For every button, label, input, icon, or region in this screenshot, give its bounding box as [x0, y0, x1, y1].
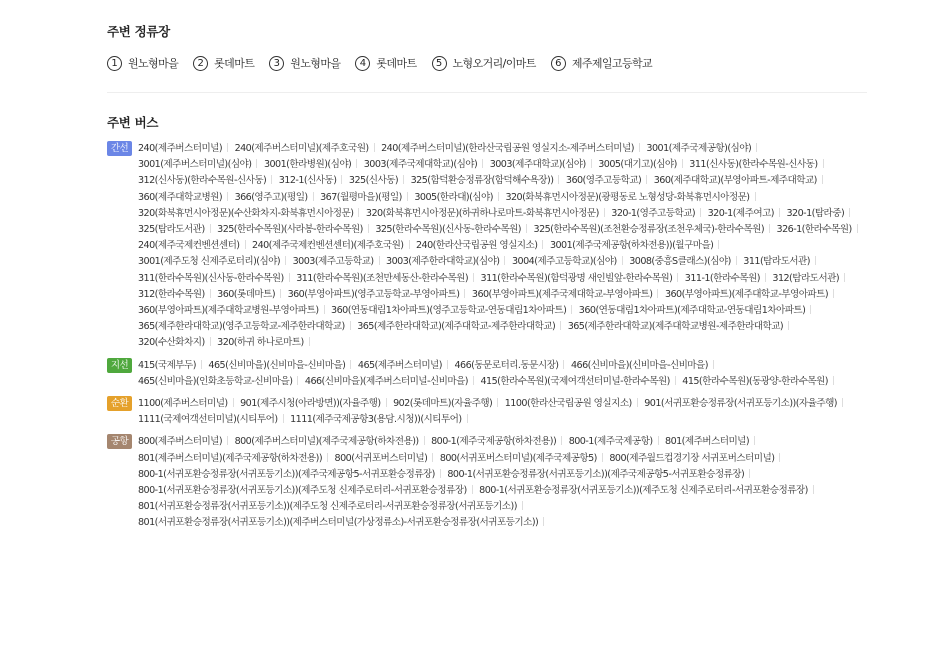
- bus-route-link[interactable]: 240(제주버스터미널)(제주호국원): [235, 143, 379, 154]
- bus-route-link[interactable]: 801(서귀포환승정류장(서귀포등기소))(제주버스터미널(가상정류소)-서귀포환승정류장(서귀포등기소)): [138, 517, 548, 528]
- bus-route-link[interactable]: 360(연동대림1차아파트)(영주고등학교-연동대림1차아파트): [331, 305, 576, 316]
- bus-route-link[interactable]: 311(탐라도서관): [743, 256, 820, 267]
- bus-route-link[interactable]: 325(한라수목원)(사라봉-한라수목원): [217, 224, 373, 235]
- bus-route-link[interactable]: 800-1(서귀포환승정류장(서귀포등기소))(제주도청 신제주로터리-서귀포환승정류장): [138, 485, 477, 496]
- bus-route-link[interactable]: 3003(제주국제대학교)(심야): [364, 159, 487, 170]
- bus-route-link[interactable]: 326-1(한라수목원): [777, 224, 862, 235]
- bus-route-link[interactable]: 320(하귀 하나로마트): [217, 337, 314, 348]
- bus-route-link[interactable]: 902(롯데마트)(자율주행): [393, 398, 502, 409]
- bus-route-link[interactable]: 415(국제부두): [138, 360, 206, 371]
- bus-route-link[interactable]: 240(한라산국립공원 영실지소): [416, 240, 547, 251]
- bus-route-link[interactable]: 800-1(서귀포환승정류장(서귀포등기소))(제주국제공항5-서귀포환승정류장): [447, 469, 754, 480]
- bus-route-link[interactable]: 365(제주한라대학교)(제주대학교-제주한라대학교): [357, 321, 565, 332]
- bus-groups: [107, 141, 867, 532]
- bus-route-link[interactable]: 3005(한라대)(심야): [414, 192, 503, 203]
- stop-name: 제주제일고등학교: [571, 57, 653, 70]
- bus-route-link[interactable]: 466(동문로터리.동문시장): [454, 360, 568, 371]
- bus-route-link[interactable]: 240(제주버스터미널): [138, 143, 232, 154]
- bus-route-link[interactable]: 800(서귀포버스터미널): [335, 453, 438, 464]
- stop-item[interactable]: [551, 55, 652, 71]
- route-list: [138, 358, 867, 390]
- bus-route-link[interactable]: 415(한라수목원)(국제여객선터미널-한라수목원): [481, 376, 680, 387]
- bus-route-link[interactable]: 360(연동대림1차아파트)(제주대학교-연동대림1차아파트): [579, 305, 816, 316]
- bus-route-link[interactable]: 311(한라수목원)(조천만세동산-한라수목원): [296, 273, 478, 284]
- bus-type-badge: 간선: [107, 141, 132, 156]
- bus-route-link[interactable]: 800-1(제주국제공항(하차전용)): [431, 436, 566, 447]
- stop-item[interactable]: [269, 55, 340, 71]
- bus-route-link[interactable]: 3001(제주도청 신제주로터리)(심야): [138, 256, 290, 267]
- bus-route-link[interactable]: 800-1(서귀포환승정류장(서귀포등기소))(제주국제공항5-서귀포환승정류장): [138, 469, 445, 480]
- bus-route-link[interactable]: 360(제주대학교)(부영아파트-제주대학교): [654, 175, 827, 186]
- bus-route-link[interactable]: 320(화북휴먼시아정문)(광평동로 노형성당-화북휴먼시아정문): [505, 192, 759, 203]
- stops-title: 주변 정류장: [107, 24, 170, 39]
- stop-name: 롯데마트: [214, 57, 255, 70]
- bus-route-link[interactable]: 366(영주고)(평일): [235, 192, 318, 203]
- bus-route-link[interactable]: 311(신사동)(한라수목원-신사동): [689, 159, 827, 170]
- bus-route-link[interactable]: 311(한라수목원)(함덕광명 새인빌앞-한라수목원): [481, 273, 683, 284]
- stop-number-icon: 4: [355, 56, 370, 71]
- bus-route-link[interactable]: 800(서귀포버스터미널)(제주국제공항5): [440, 453, 607, 464]
- bus-route-link[interactable]: 800(제주월드컵경기장 서귀포버스터미널): [609, 453, 784, 464]
- bus-route-link[interactable]: 3001(제주국제공항)(심야): [646, 143, 761, 154]
- bus-route-link[interactable]: 1100(제주버스터미널): [138, 398, 238, 409]
- bus-route-link[interactable]: 365(제주한라대학교)(제주대학교병원-제주한라대학교): [568, 321, 793, 332]
- bus-route-link[interactable]: 3003(제주한라대학교)(심야): [386, 256, 509, 267]
- bus-group: [107, 396, 867, 428]
- bus-route-link[interactable]: 325(탐라도서관): [138, 224, 215, 235]
- bus-type-badge: 공항: [107, 434, 132, 449]
- bus-group: [107, 434, 867, 531]
- bus-type-badge: 지선: [107, 358, 132, 373]
- bus-route-link[interactable]: 901(서귀포환승정류장(서귀포등기소))(자율주행): [644, 398, 847, 409]
- bus-route-link[interactable]: 367(월평마을)(평일): [320, 192, 412, 203]
- bus-route-link[interactable]: 312(탐라도서관): [772, 273, 849, 284]
- bus-route-link[interactable]: 800(제주버스터미널): [138, 436, 232, 447]
- bus-route-link[interactable]: 1100(한라산국립공원 영실지소): [505, 398, 642, 409]
- bus-route-link[interactable]: 800(제주버스터미널)(제주국제공항(하차전용)): [235, 436, 429, 447]
- bus-route-link[interactable]: 360(제주대학교병원): [138, 192, 232, 203]
- bus-route-link[interactable]: 320-1(탐라중): [787, 208, 855, 219]
- bus-route-link[interactable]: 800-1(서귀포환승정류장(서귀포등기소))(제주도청 신제주로터리-서귀포환승정류장): [479, 485, 818, 496]
- bus-route-link[interactable]: 3003(제주대학교)(심야): [490, 159, 596, 170]
- bus-route-link[interactable]: 801(제주버스터미널)(제주국제공항(하차전용)): [138, 453, 332, 464]
- route-list: [138, 396, 867, 428]
- bus-route-link[interactable]: 312(한라수목원): [138, 289, 215, 300]
- bus-route-link[interactable]: 320(수산화차지): [138, 337, 215, 348]
- bus-route-link[interactable]: 240(제주국제컨벤션센터)(제주호국원): [252, 240, 413, 251]
- bus-group: [107, 141, 867, 352]
- bus-route-link[interactable]: 360(부영아파트)(제주대학교병원-부영아파트): [138, 305, 329, 316]
- bus-route-link[interactable]: 320-1(영주고등학교): [611, 208, 705, 219]
- bus-route-link[interactable]: 3001(한라병원)(심야): [264, 159, 361, 170]
- bus-title: 주변 버스: [107, 115, 159, 130]
- bus-route-link[interactable]: 465(제주버스터미널): [358, 360, 452, 371]
- bus-route-link[interactable]: 312(신사동)(한라수목원-신사동): [138, 175, 276, 186]
- bus-route-link[interactable]: 801(제주버스터미널): [665, 436, 759, 447]
- stop-item[interactable]: [355, 55, 416, 71]
- bus-route-link[interactable]: 3004(제주고등학교)(심야): [512, 256, 627, 267]
- bus-route-link[interactable]: 312-1(신사동): [279, 175, 347, 186]
- route-list: [138, 141, 867, 352]
- bus-route-link[interactable]: 320-1(제주여고): [708, 208, 784, 219]
- stop-number-icon: 5: [432, 56, 447, 71]
- bus-route-link[interactable]: 801(서귀포환승정류장(서귀포등기소))(제주도청 신제주로터리-서귀포환승정류장(서귀포등기소)): [138, 501, 527, 512]
- stop-item[interactable]: [193, 55, 254, 71]
- bus-route-link[interactable]: 466(신비마을)(신비마을-신비마을): [571, 360, 718, 371]
- bus-route-link[interactable]: 466(신비마을)(제주버스터미널-신비마을): [305, 376, 478, 387]
- bus-route-link[interactable]: 325(함덕환승정류장(함덕해수욕장)): [411, 175, 564, 186]
- bus-route-link[interactable]: 240(제주버스터미널)(한라산국립공원 영실지소-제주버스터미널): [381, 143, 644, 154]
- route-list: [138, 434, 867, 531]
- bus-route-link[interactable]: 311(한라수목원)(신사동-한라수목원): [138, 273, 294, 284]
- bus-route-link[interactable]: 360(부영아파트)(영주고등학교-부영아파트): [288, 289, 470, 300]
- bus-route-link[interactable]: 325(신사동): [349, 175, 408, 186]
- bus-route-link[interactable]: 365(제주한라대학교)(영주고등학교-제주한라대학교): [138, 321, 355, 332]
- bus-route-link[interactable]: 800-1(제주국제공항): [569, 436, 663, 447]
- stop-item[interactable]: [432, 55, 536, 71]
- bus-route-link[interactable]: 320(화북휴먼시아정문)(수산화차지-화북휴먼시아정문): [138, 208, 363, 219]
- bus-route-link[interactable]: 3005(대기고)(심야): [598, 159, 687, 170]
- bus-route-link[interactable]: 901(제주시청(아라방면))(자율주행): [240, 398, 390, 409]
- bus-route-link[interactable]: 325(한라수목원)(신사동-한라수목원): [375, 224, 531, 235]
- stop-name: 원노형마을: [128, 57, 179, 70]
- bus-route-link[interactable]: 3003(제주고등학교): [293, 256, 384, 267]
- bus-route-link[interactable]: 3008(중흥S클래스)(심야): [629, 256, 741, 267]
- stop-number-icon: 2: [193, 56, 208, 71]
- stop-number-icon: 1: [107, 56, 122, 71]
- bus-route-link[interactable]: 311-1(한라수목원): [685, 273, 770, 284]
- bus-route-link[interactable]: 320(화북휴먼시아정문)(하귀하나로마트-화북휴먼시아정문): [366, 208, 609, 219]
- bus-route-link[interactable]: 1111(제주국제공항3(용담.시청))(시티투어): [290, 414, 471, 425]
- bus-route-link[interactable]: 415(한라수목원)(동광양-한라수목원): [682, 376, 838, 387]
- bus-route-link[interactable]: 3001(제주국제공항(하차전용))(월구마을): [550, 240, 723, 251]
- bus-type-badge: 순환: [107, 396, 132, 411]
- stop-number-icon: 6: [551, 56, 566, 71]
- bus-group: [107, 358, 867, 390]
- bus-route-link[interactable]: 1111(국제여객선터미널)(시티투어): [138, 414, 288, 425]
- bus-route-link[interactable]: 465(신비마을)(신비마을-신비마을): [208, 360, 355, 371]
- bus-route-link[interactable]: 465(신비마을)(인화초등학교-신비마을): [138, 376, 302, 387]
- bus-route-link[interactable]: 240(제주국제컨벤션센터): [138, 240, 250, 251]
- stop-name: 원노형마을: [290, 57, 341, 70]
- stop-name: 노형오거리/이마트: [452, 57, 536, 70]
- stop-number-icon: 3: [269, 56, 284, 71]
- bus-route-link[interactable]: 325(한라수목원)(조천환승정류장(조천우체국)-한라수목원): [534, 224, 775, 235]
- bus-route-link[interactable]: 3001(제주버스터미널)(심야): [138, 159, 261, 170]
- stop-name: 롯데마트: [376, 57, 417, 70]
- bus-route-link[interactable]: 360(롯데마트): [217, 289, 285, 300]
- bus-route-link[interactable]: 360(영주고등학교): [566, 175, 651, 186]
- divider: [107, 92, 867, 93]
- stop-item[interactable]: [107, 55, 178, 71]
- stops-list: [107, 53, 867, 73]
- bus-route-link[interactable]: 360(부영아파트)(제주국제대학교-부영아파트): [472, 289, 663, 300]
- bus-route-link[interactable]: 360(부영아파트)(제주대학교-부영아파트): [665, 289, 838, 300]
